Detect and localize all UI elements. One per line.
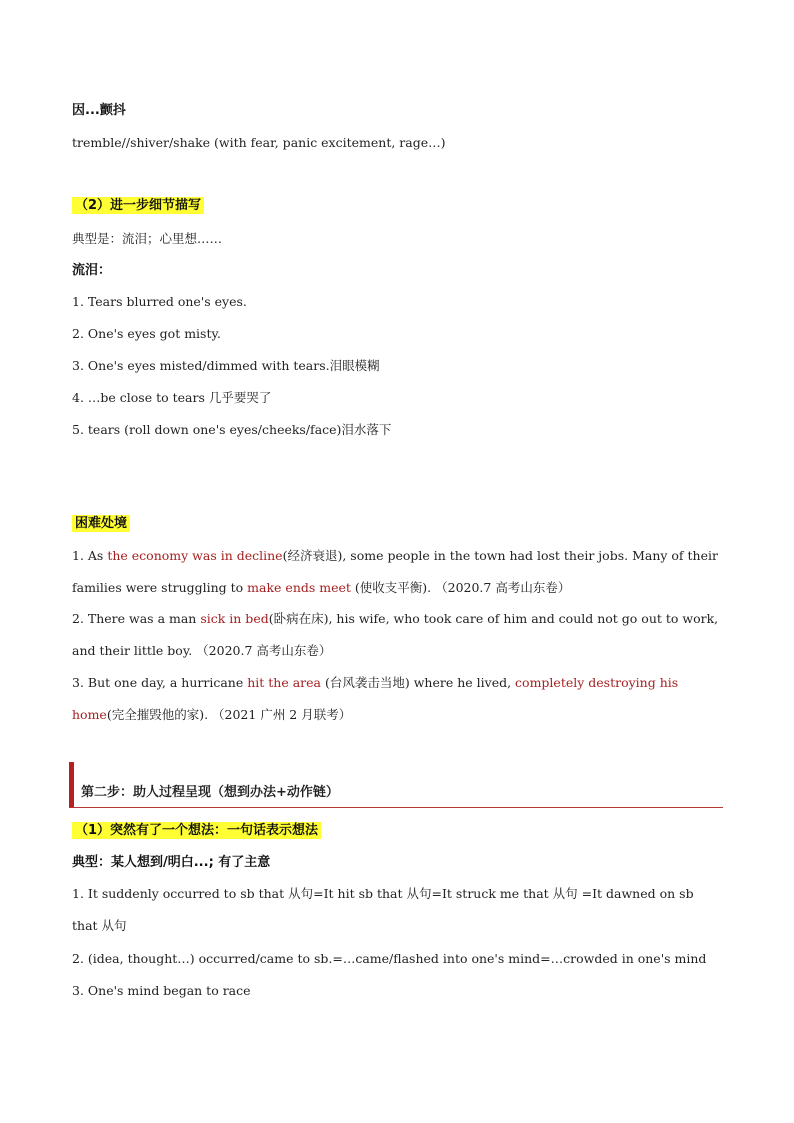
detail-heading-highlight: （2）进一步细节描写 <box>72 197 204 214</box>
difficulty-example-2: 2. There was a man sick in bed(卧病在床), his wife, who took care of him and could not go out to work, and their little boy. （2020.7 高考山东卷） <box>72 611 719 658</box>
idea-item-1: 1. It suddenly occurred to sb that 从句=It hit sb that 从句=It struck me that 从句 =It dawned on sb that 从句 <box>72 886 694 933</box>
tears-item-4: 4. …be close to tears 几乎要哭了 <box>72 390 272 405</box>
step2-typical: 典型：某人想到/明白...; 有了主意 <box>72 855 271 870</box>
tremble-heading: 因...颤抖 <box>72 103 126 118</box>
step2-section-header <box>69 762 723 808</box>
highlight-phrase: hit the area <box>247 675 322 690</box>
tears-item-2: 2. One's eyes got misty. <box>72 326 221 341</box>
detail-heading <box>72 198 204 214</box>
tears-label: 流泪： <box>72 263 112 278</box>
highlight-phrase: make ends meet <box>247 580 351 595</box>
section-accent-bar <box>69 762 74 807</box>
highlight-phrase: sick in bed <box>200 611 269 626</box>
tremble-text: tremble//shiver/shake (with fear, panic excitement, rage…) <box>72 135 446 150</box>
idea-item-3: 3. One's mind began to race <box>72 983 251 998</box>
tears-item-5: 5. tears (roll down one's eyes/cheeks/face)泪水落下 <box>72 422 392 437</box>
step2-subheading-highlight: （1）突然有了一个想法：一句话表示想法 <box>72 822 321 839</box>
difficulty-example-3: 3. But one day, a hurricane hit the area (台风袭击当地) where he lived, completely destroying his home(完全摧毁他的家). （2021 广州 2 月联考） <box>72 675 679 722</box>
difficulty-example-1: 1. As the economy was in decline(经济衰退), some people in the town had lost their jobs. Many of their families were struggling to make ends meet (使收支平衡). （2020.7 高考山东卷） <box>72 548 718 595</box>
step2-title: 第二步：助人过程呈现（想到办法+动作链） <box>81 785 339 800</box>
highlight-phrase: completely destroying his home <box>72 675 679 722</box>
tears-item-1: 1. Tears blurred one's eyes. <box>72 294 247 309</box>
tears-item-3: 3. One's eyes misted/dimmed with tears.泪眼模糊 <box>72 358 380 373</box>
difficulty-heading <box>72 516 130 532</box>
step2-subheading <box>72 823 321 839</box>
idea-item-2: 2. (idea, thought…) occurred/came to sb.=…came/flashed into one's mind=…crowded in one's mind <box>72 951 707 966</box>
difficulty-heading-highlight: 困难处境 <box>72 515 130 532</box>
highlight-phrase: the economy was in decline <box>107 548 283 563</box>
detail-typical: 典型是：流泪；心里想…… <box>72 231 223 246</box>
